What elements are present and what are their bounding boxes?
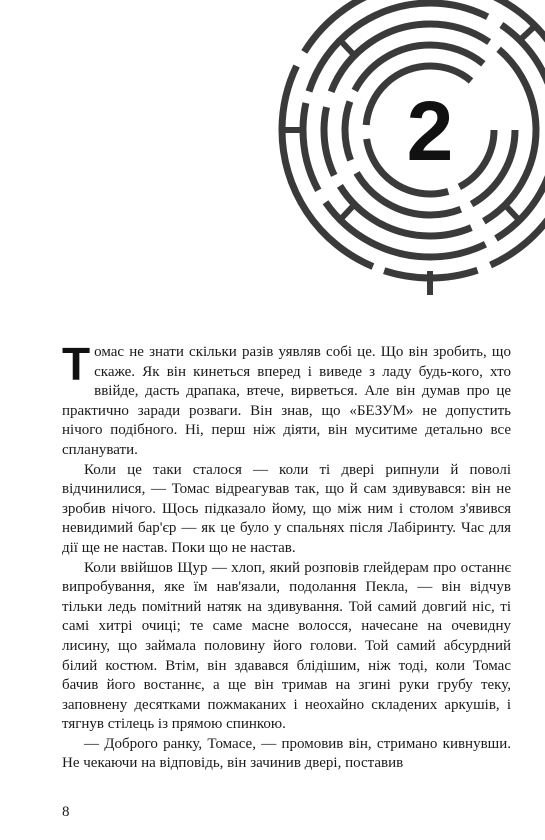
page-number: 8	[62, 804, 70, 820]
paragraph-1	[62, 338, 511, 461]
chapter-body	[62, 338, 511, 774]
paragraph-2: Коли це таки сталося — коли ті двері рипнули й поволі відчинилися, — Томас відреагував так, що й сам здивувався: він не зробив нічого. Щось підказало йому, що між ним і столом з'явився невидимий бар'єр — як це було у спальнях після Лабіринту. Час для дії ще не настав. Поки що не настав.	[62, 461, 511, 556]
paragraph-4: — Доброго ранку, Томасе, — промовив він, стримано кивнувши. Не чекаючи на відповідь, він зачинив двері, поставив	[62, 735, 511, 772]
paragraph-1-text: омас не знати скільки разів уявляв собі це. Що він зробить, що скаже. Як він кинеться вперед і виведе з ладу будь-кого, хто ввійде, дасть драпака, втече, вирветься. Але він думав про це практично заради розваги. Він знав, що «БЕЗУМ» не допустить нічого подібного. Ні, перш ніж діяти, він муситиме детально все спланувати.	[62, 344, 511, 458]
chapter-number: 2	[406, 84, 454, 178]
drop-cap: Т	[62, 338, 91, 390]
paragraph-3: Коли ввійшов Щур — хлоп, який розповів глейдерам про останнє випробування, яке їм нав'язали, подолання Пекла, — він відчув тільки ледь помітний натяк на здивування. Той самий довгий ніс, ті самі хитрі очиці; те саме масне волосся, начесане на очевидну лисину, що займала половину його голови. Той самий абсурдний білий костюм. Втім, він здавався блідішим, ніж тоді, коли Томас бачив його востаннє, а ще він тримав на згині руки грубу теку, заповнену десятками пожмаканих і неохайно складених аркушів, і тягнув стілець із прямою спинкою.	[62, 559, 511, 733]
